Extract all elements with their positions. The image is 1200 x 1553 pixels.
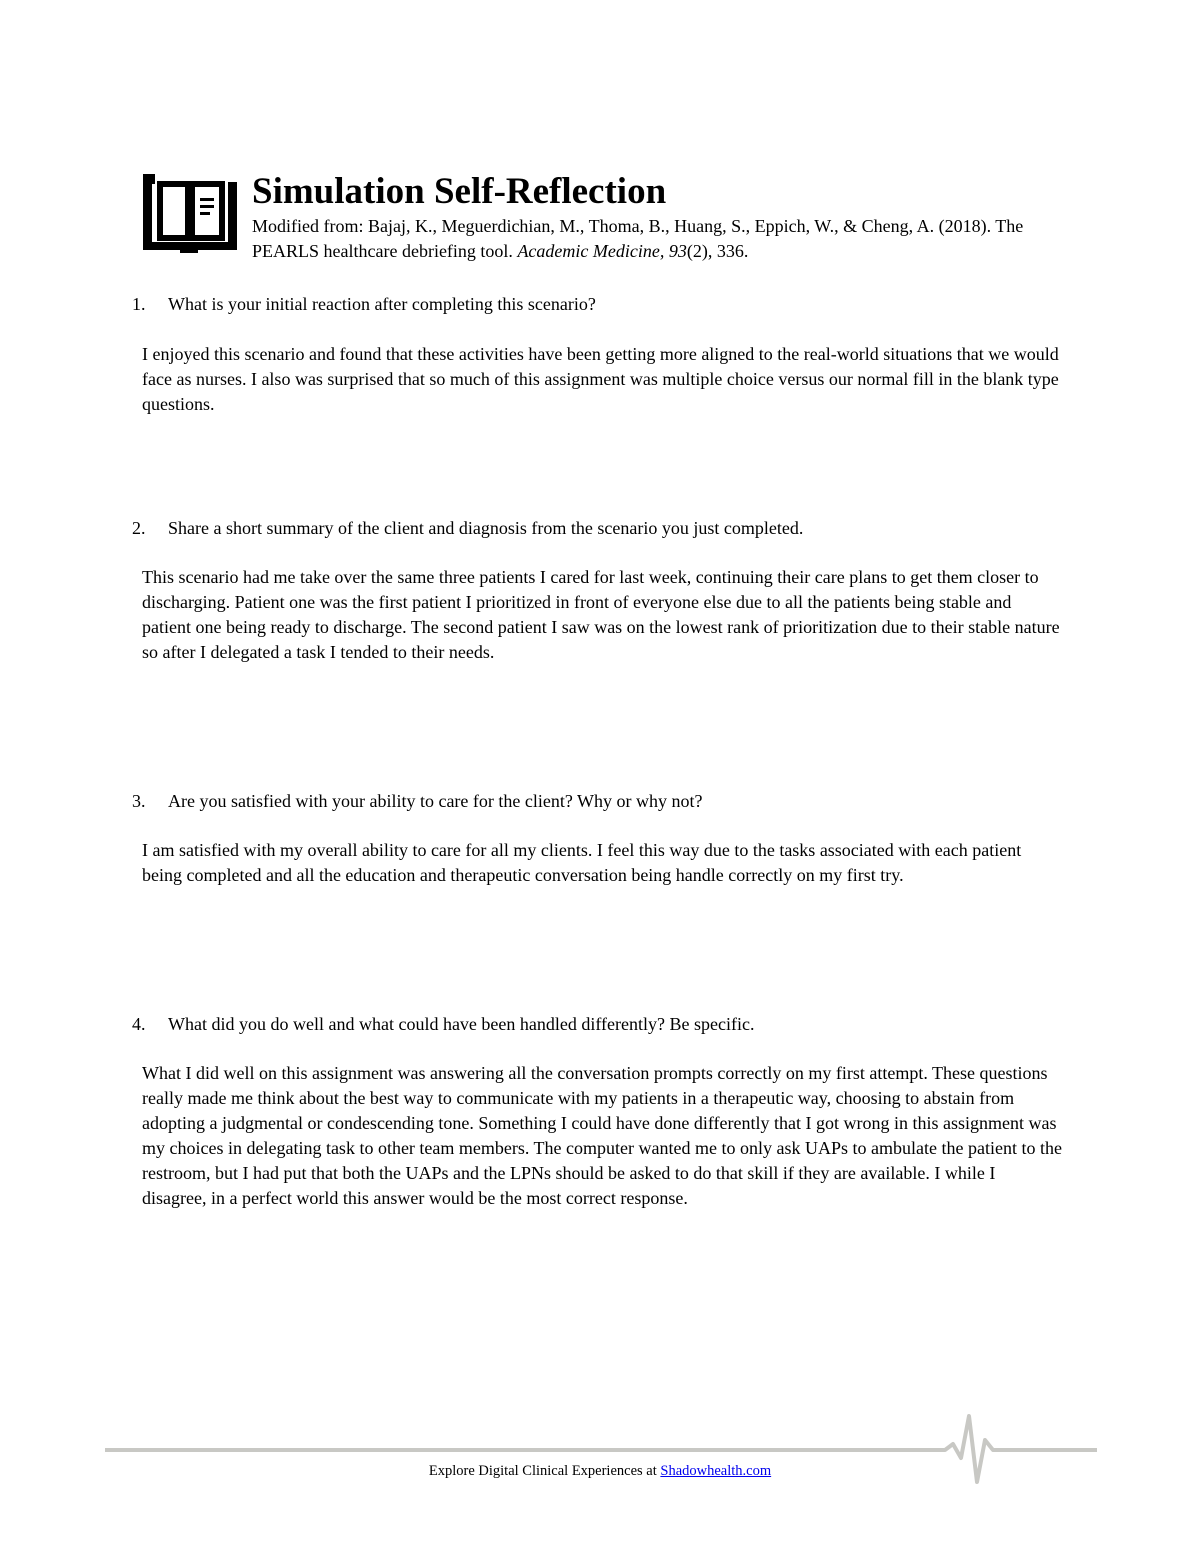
answer-3: I am satisfied with my overall ability to care for all my clients. I feel this way due to the tasks associated with each patient being completed and all the education and therapeutic conversation being handle correctly on my first try.: [142, 840, 1022, 885]
footer-link[interactable]: Shadowhealth.com: [660, 1463, 772, 1479]
book-icon: [140, 172, 240, 254]
question-text: Are you satisfied with your ability to care for the client? Why or why not?: [168, 791, 703, 811]
citation-journal: Academic Medicine, 93: [517, 241, 687, 261]
footer: [0, 1461, 1200, 1481]
question-2: [132, 516, 803, 540]
citation-suffix: (2), 336.: [686, 241, 749, 261]
answer-1: I enjoyed this scenario and found that these activities have been getting more aligned to the real-world situations that we would face as nurses. I also was surprised that so much of this assignment was multiple choice versus our normal fill in the blank type questions.: [142, 344, 1059, 414]
citation: [252, 214, 1062, 264]
question-number: 1.: [132, 294, 146, 314]
question-1: [132, 292, 596, 316]
footer-text: Explore Digital Clinical Experiences at: [428, 1463, 661, 1479]
question-text: Share a short summary of the client and diagnosis from the scenario you just completed.: [168, 518, 804, 538]
question-number: 4.: [132, 1014, 146, 1034]
page-title: Simulation Self-Reflection: [252, 171, 667, 212]
question-3: [132, 789, 703, 813]
question-text: What is your initial reaction after completing this scenario?: [168, 294, 596, 314]
question-text: What did you do well and what could have been handled differently? Be specific.: [168, 1014, 755, 1034]
citation-text: Modified from: Bajaj, K., Meguerdichian, M., Thoma, B., Huang, S., Eppich, W., & Cheng, A. (2018). The PEARLS healthcare debriefing tool.: [252, 216, 1024, 261]
answer-4: What I did well on this assignment was answering all the conversation prompts correctly on my first attempt. These questions really made me think about the best way to communicate with my patients in a therapeutic way, choosing to abstain from adopting a judgmental or condescending tone. Something I could have done differently that I got wrong in this assignment was my choices in delegating task to other team members. The computer wanted me to only ask UAPs to ambulate the patient to the restroom, but I had put that both the UAPs and the LPNs should be asked to do that skill if they are available. I while I disagree, in a perfect world this answer would be the most correct response.: [142, 1063, 1062, 1208]
question-number: 2.: [132, 518, 146, 538]
question-number: 3.: [132, 791, 146, 811]
question-4: [132, 1012, 754, 1036]
answer-2: This scenario had me take over the same three patients I cared for last week, continuing their care plans to get them closer to discharging. Patient one was the first patient I prioritized in front of everyone else due to all the patients being stable and patient one being ready to discharge. The second patient I saw was on the lowest rank of prioritization due to their stable nature so after I delegated a task I tended to their needs.: [142, 567, 1060, 662]
